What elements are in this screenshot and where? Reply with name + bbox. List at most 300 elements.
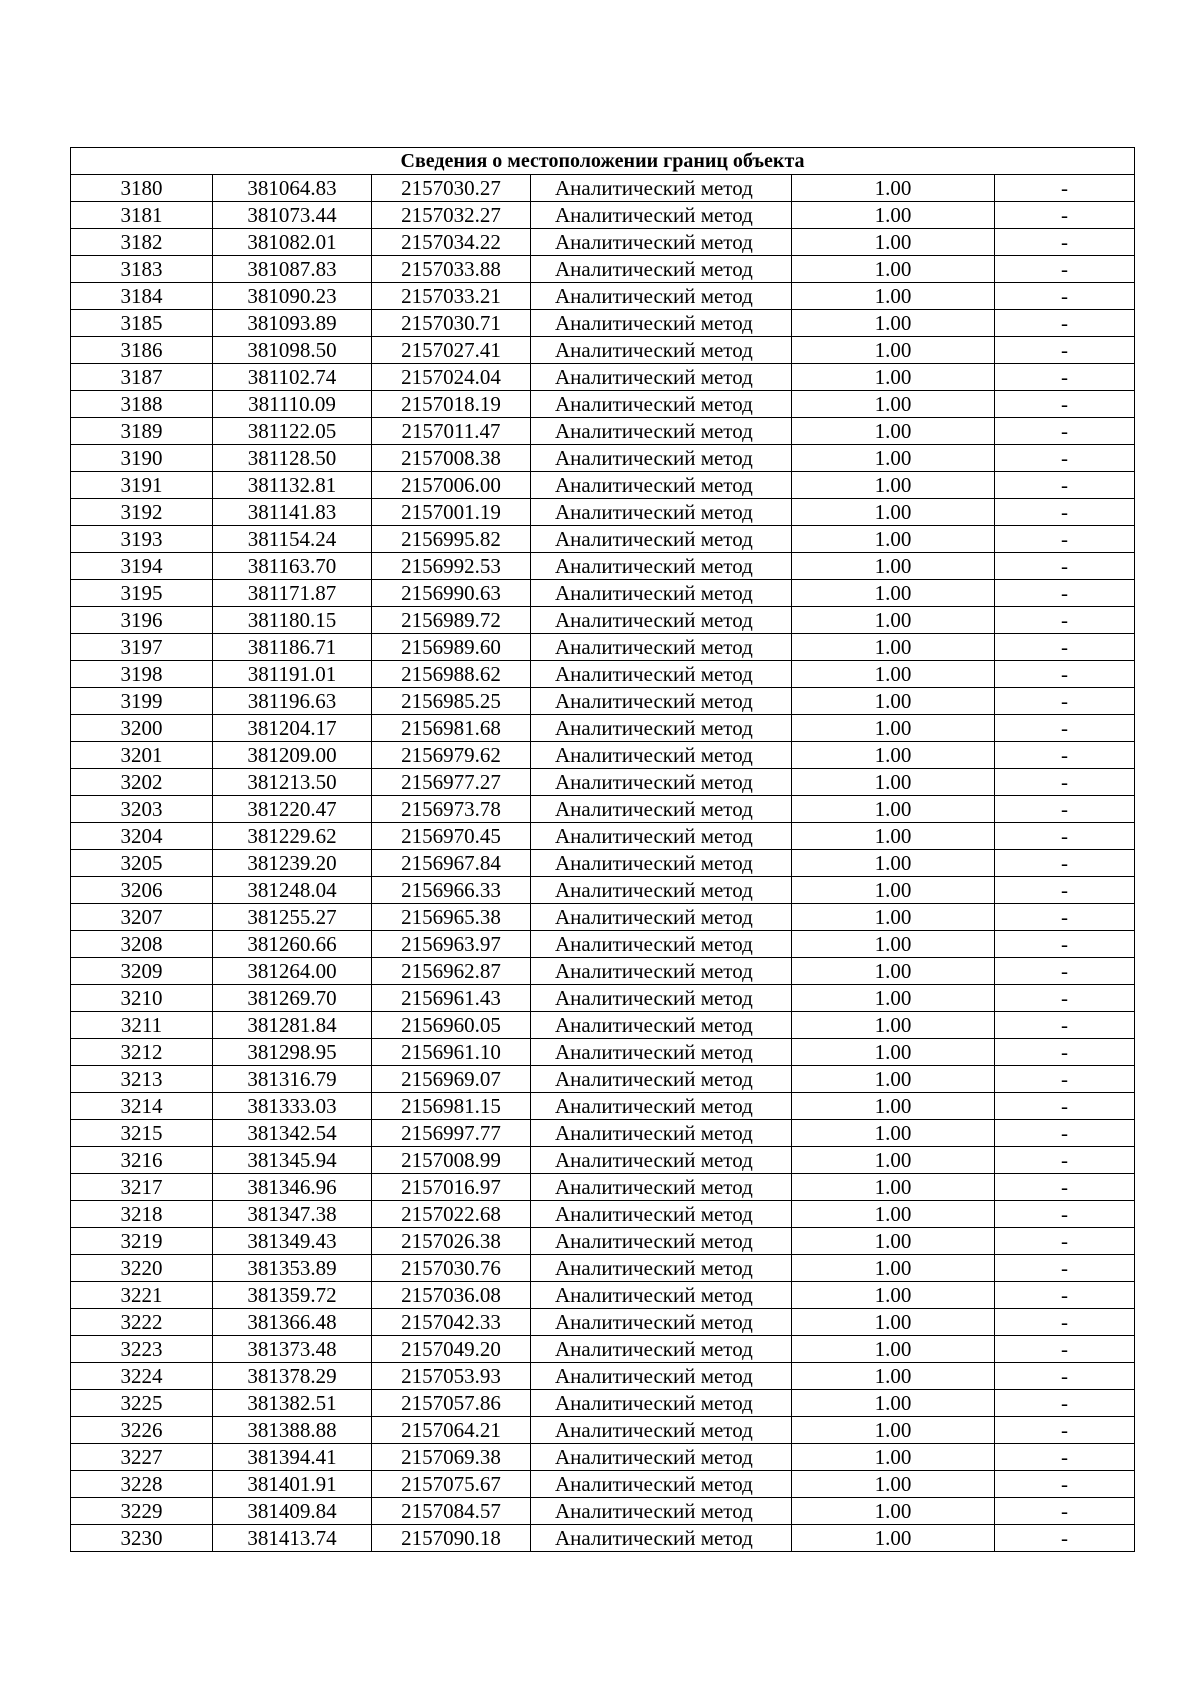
method-cell: Аналитический метод — [531, 1525, 792, 1552]
y-coordinate-cell: 2156988.62 — [372, 661, 531, 688]
table-row — [71, 634, 1135, 661]
method-cell: Аналитический метод — [531, 823, 792, 850]
method-cell: Аналитический метод — [531, 1309, 792, 1336]
y-coordinate-cell: 2157034.22 — [372, 229, 531, 256]
method-cell: Аналитический метод — [531, 904, 792, 931]
y-coordinate-cell: 2156969.07 — [372, 1066, 531, 1093]
y-coordinate-cell: 2157024.04 — [372, 364, 531, 391]
y-coordinate-cell: 2157033.88 — [372, 256, 531, 283]
description-cell: - — [995, 256, 1135, 283]
method-cell: Аналитический метод — [531, 1120, 792, 1147]
y-coordinate-cell: 2156997.77 — [372, 1120, 531, 1147]
point-number-cell: 3185 — [71, 310, 213, 337]
point-number-cell: 3229 — [71, 1498, 213, 1525]
x-coordinate-cell: 381378.29 — [213, 1363, 372, 1390]
description-cell: - — [995, 1039, 1135, 1066]
x-coordinate-cell: 381255.27 — [213, 904, 372, 931]
method-cell: Аналитический метод — [531, 1255, 792, 1282]
table-row — [71, 715, 1135, 742]
table-row — [71, 607, 1135, 634]
accuracy-cell: 1.00 — [792, 553, 995, 580]
y-coordinate-cell: 2156985.25 — [372, 688, 531, 715]
description-cell: - — [995, 1066, 1135, 1093]
x-coordinate-cell: 381413.74 — [213, 1525, 372, 1552]
method-cell: Аналитический метод — [531, 256, 792, 283]
y-coordinate-cell: 2156990.63 — [372, 580, 531, 607]
table-row — [71, 850, 1135, 877]
x-coordinate-cell: 381209.00 — [213, 742, 372, 769]
method-cell: Аналитический метод — [531, 418, 792, 445]
x-coordinate-cell: 381248.04 — [213, 877, 372, 904]
point-number-cell: 3218 — [71, 1201, 213, 1228]
x-coordinate-cell: 381394.41 — [213, 1444, 372, 1471]
accuracy-cell: 1.00 — [792, 607, 995, 634]
point-number-cell: 3189 — [71, 418, 213, 445]
point-number-cell: 3200 — [71, 715, 213, 742]
point-number-cell: 3198 — [71, 661, 213, 688]
x-coordinate-cell: 381073.44 — [213, 202, 372, 229]
description-cell: - — [995, 715, 1135, 742]
description-cell: - — [995, 1336, 1135, 1363]
table-row — [71, 823, 1135, 850]
description-cell: - — [995, 391, 1135, 418]
method-cell: Аналитический метод — [531, 796, 792, 823]
x-coordinate-cell: 381229.62 — [213, 823, 372, 850]
description-cell: - — [995, 823, 1135, 850]
y-coordinate-cell: 2157001.19 — [372, 499, 531, 526]
method-cell: Аналитический метод — [531, 472, 792, 499]
description-cell: - — [995, 364, 1135, 391]
x-coordinate-cell: 381298.95 — [213, 1039, 372, 1066]
accuracy-cell: 1.00 — [792, 1363, 995, 1390]
description-cell: - — [995, 418, 1135, 445]
method-cell: Аналитический метод — [531, 1093, 792, 1120]
x-coordinate-cell: 381345.94 — [213, 1147, 372, 1174]
accuracy-cell: 1.00 — [792, 985, 995, 1012]
table-row — [71, 1282, 1135, 1309]
x-coordinate-cell: 381401.91 — [213, 1471, 372, 1498]
description-cell: - — [995, 1282, 1135, 1309]
point-number-cell: 3190 — [71, 445, 213, 472]
point-number-cell: 3186 — [71, 337, 213, 364]
x-coordinate-cell: 381213.50 — [213, 769, 372, 796]
table-row — [71, 958, 1135, 985]
table-row — [71, 1039, 1135, 1066]
accuracy-cell: 1.00 — [792, 1444, 995, 1471]
method-cell: Аналитический метод — [531, 1363, 792, 1390]
accuracy-cell: 1.00 — [792, 931, 995, 958]
description-cell: - — [995, 1012, 1135, 1039]
accuracy-cell: 1.00 — [792, 175, 995, 202]
table-row — [71, 1336, 1135, 1363]
method-cell: Аналитический метод — [531, 337, 792, 364]
x-coordinate-cell: 381122.05 — [213, 418, 372, 445]
description-cell: - — [995, 1444, 1135, 1471]
x-coordinate-cell: 381366.48 — [213, 1309, 372, 1336]
method-cell: Аналитический метод — [531, 958, 792, 985]
description-cell: - — [995, 1201, 1135, 1228]
method-cell: Аналитический метод — [531, 661, 792, 688]
method-cell: Аналитический метод — [531, 1417, 792, 1444]
y-coordinate-cell: 2156963.97 — [372, 931, 531, 958]
description-cell: - — [995, 283, 1135, 310]
point-number-cell: 3227 — [71, 1444, 213, 1471]
y-coordinate-cell: 2157006.00 — [372, 472, 531, 499]
description-cell: - — [995, 1471, 1135, 1498]
table-row — [71, 418, 1135, 445]
accuracy-cell: 1.00 — [792, 1174, 995, 1201]
accuracy-cell: 1.00 — [792, 796, 995, 823]
method-cell: Аналитический метод — [531, 283, 792, 310]
x-coordinate-cell: 381373.48 — [213, 1336, 372, 1363]
x-coordinate-cell: 381347.38 — [213, 1201, 372, 1228]
method-cell: Аналитический метод — [531, 1444, 792, 1471]
y-coordinate-cell: 2156965.38 — [372, 904, 531, 931]
y-coordinate-cell: 2157042.33 — [372, 1309, 531, 1336]
y-coordinate-cell: 2156995.82 — [372, 526, 531, 553]
description-cell: - — [995, 1498, 1135, 1525]
accuracy-cell: 1.00 — [792, 1336, 995, 1363]
x-coordinate-cell: 381093.89 — [213, 310, 372, 337]
accuracy-cell: 1.00 — [792, 337, 995, 364]
method-cell: Аналитический метод — [531, 1066, 792, 1093]
method-cell: Аналитический метод — [531, 742, 792, 769]
description-cell: - — [995, 1525, 1135, 1552]
method-cell: Аналитический метод — [531, 985, 792, 1012]
y-coordinate-cell: 2157026.38 — [372, 1228, 531, 1255]
table-row — [71, 877, 1135, 904]
accuracy-cell: 1.00 — [792, 715, 995, 742]
table-row — [71, 283, 1135, 310]
description-cell: - — [995, 742, 1135, 769]
accuracy-cell: 1.00 — [792, 1255, 995, 1282]
y-coordinate-cell: 2156967.84 — [372, 850, 531, 877]
x-coordinate-cell: 381171.87 — [213, 580, 372, 607]
table-row — [71, 688, 1135, 715]
method-cell: Аналитический метод — [531, 850, 792, 877]
x-coordinate-cell: 381154.24 — [213, 526, 372, 553]
y-coordinate-cell: 2157084.57 — [372, 1498, 531, 1525]
accuracy-cell: 1.00 — [792, 472, 995, 499]
accuracy-cell: 1.00 — [792, 769, 995, 796]
y-coordinate-cell: 2157049.20 — [372, 1336, 531, 1363]
accuracy-cell: 1.00 — [792, 364, 995, 391]
x-coordinate-cell: 381087.83 — [213, 256, 372, 283]
table-row — [71, 1471, 1135, 1498]
x-coordinate-cell: 381359.72 — [213, 1282, 372, 1309]
accuracy-cell: 1.00 — [792, 1309, 995, 1336]
accuracy-cell: 1.00 — [792, 1201, 995, 1228]
table-row — [71, 1309, 1135, 1336]
y-coordinate-cell: 2157018.19 — [372, 391, 531, 418]
point-number-cell: 3214 — [71, 1093, 213, 1120]
method-cell: Аналитический метод — [531, 688, 792, 715]
point-number-cell: 3199 — [71, 688, 213, 715]
point-number-cell: 3221 — [71, 1282, 213, 1309]
description-cell: - — [995, 661, 1135, 688]
table-row — [71, 661, 1135, 688]
accuracy-cell: 1.00 — [792, 1066, 995, 1093]
table-row — [71, 256, 1135, 283]
y-coordinate-cell: 2157008.99 — [372, 1147, 531, 1174]
table-row — [71, 1444, 1135, 1471]
accuracy-cell: 1.00 — [792, 1147, 995, 1174]
method-cell: Аналитический метод — [531, 499, 792, 526]
point-number-cell: 3193 — [71, 526, 213, 553]
description-cell: - — [995, 796, 1135, 823]
table-row — [71, 472, 1135, 499]
description-cell: - — [995, 337, 1135, 364]
x-coordinate-cell: 381342.54 — [213, 1120, 372, 1147]
accuracy-cell: 1.00 — [792, 823, 995, 850]
description-cell: - — [995, 553, 1135, 580]
table-row — [71, 1363, 1135, 1390]
point-number-cell: 3220 — [71, 1255, 213, 1282]
y-coordinate-cell: 2157032.27 — [372, 202, 531, 229]
y-coordinate-cell: 2156981.15 — [372, 1093, 531, 1120]
x-coordinate-cell: 381346.96 — [213, 1174, 372, 1201]
point-number-cell: 3181 — [71, 202, 213, 229]
table-row — [71, 364, 1135, 391]
point-number-cell: 3225 — [71, 1390, 213, 1417]
x-coordinate-cell: 381281.84 — [213, 1012, 372, 1039]
accuracy-cell: 1.00 — [792, 202, 995, 229]
table-row — [71, 1525, 1135, 1552]
x-coordinate-cell: 381264.00 — [213, 958, 372, 985]
point-number-cell: 3194 — [71, 553, 213, 580]
description-cell: - — [995, 1255, 1135, 1282]
accuracy-cell: 1.00 — [792, 958, 995, 985]
x-coordinate-cell: 381349.43 — [213, 1228, 372, 1255]
x-coordinate-cell: 381239.20 — [213, 850, 372, 877]
point-number-cell: 3226 — [71, 1417, 213, 1444]
table-row — [71, 1255, 1135, 1282]
table-row — [71, 391, 1135, 418]
point-number-cell: 3230 — [71, 1525, 213, 1552]
method-cell: Аналитический метод — [531, 553, 792, 580]
table-row — [71, 931, 1135, 958]
table-row — [71, 742, 1135, 769]
accuracy-cell: 1.00 — [792, 283, 995, 310]
point-number-cell: 3191 — [71, 472, 213, 499]
point-number-cell: 3204 — [71, 823, 213, 850]
x-coordinate-cell: 381409.84 — [213, 1498, 372, 1525]
x-coordinate-cell: 381316.79 — [213, 1066, 372, 1093]
description-cell: - — [995, 1228, 1135, 1255]
accuracy-cell: 1.00 — [792, 1498, 995, 1525]
x-coordinate-cell: 381064.83 — [213, 175, 372, 202]
y-coordinate-cell: 2157030.76 — [372, 1255, 531, 1282]
x-coordinate-cell: 381090.23 — [213, 283, 372, 310]
y-coordinate-cell: 2157053.93 — [372, 1363, 531, 1390]
x-coordinate-cell: 381110.09 — [213, 391, 372, 418]
table-row — [71, 1228, 1135, 1255]
point-number-cell: 3215 — [71, 1120, 213, 1147]
y-coordinate-cell: 2156973.78 — [372, 796, 531, 823]
method-cell: Аналитический метод — [531, 1201, 792, 1228]
y-coordinate-cell: 2157036.08 — [372, 1282, 531, 1309]
y-coordinate-cell: 2157027.41 — [372, 337, 531, 364]
description-cell: - — [995, 1363, 1135, 1390]
method-cell: Аналитический метод — [531, 931, 792, 958]
y-coordinate-cell: 2157022.68 — [372, 1201, 531, 1228]
accuracy-cell: 1.00 — [792, 1093, 995, 1120]
point-number-cell: 3180 — [71, 175, 213, 202]
accuracy-cell: 1.00 — [792, 256, 995, 283]
y-coordinate-cell: 2157064.21 — [372, 1417, 531, 1444]
accuracy-cell: 1.00 — [792, 688, 995, 715]
y-coordinate-cell: 2156981.68 — [372, 715, 531, 742]
table-title-row — [71, 148, 1135, 175]
table-row — [71, 1066, 1135, 1093]
description-cell: - — [995, 769, 1135, 796]
method-cell: Аналитический метод — [531, 580, 792, 607]
description-cell: - — [995, 607, 1135, 634]
accuracy-cell: 1.00 — [792, 1012, 995, 1039]
accuracy-cell: 1.00 — [792, 904, 995, 931]
y-coordinate-cell: 2157016.97 — [372, 1174, 531, 1201]
description-cell: - — [995, 472, 1135, 499]
description-cell: - — [995, 634, 1135, 661]
method-cell: Аналитический метод — [531, 1039, 792, 1066]
y-coordinate-cell: 2156989.72 — [372, 607, 531, 634]
accuracy-cell: 1.00 — [792, 445, 995, 472]
point-number-cell: 3195 — [71, 580, 213, 607]
method-cell: Аналитический метод — [531, 634, 792, 661]
accuracy-cell: 1.00 — [792, 1039, 995, 1066]
y-coordinate-cell: 2157075.67 — [372, 1471, 531, 1498]
y-coordinate-cell: 2156989.60 — [372, 634, 531, 661]
description-cell: - — [995, 499, 1135, 526]
x-coordinate-cell: 381141.83 — [213, 499, 372, 526]
x-coordinate-cell: 381260.66 — [213, 931, 372, 958]
x-coordinate-cell: 381353.89 — [213, 1255, 372, 1282]
x-coordinate-cell: 381191.01 — [213, 661, 372, 688]
point-number-cell: 3213 — [71, 1066, 213, 1093]
y-coordinate-cell: 2157069.38 — [372, 1444, 531, 1471]
point-number-cell: 3197 — [71, 634, 213, 661]
table-row — [71, 1174, 1135, 1201]
table-body — [71, 175, 1135, 1552]
x-coordinate-cell: 381269.70 — [213, 985, 372, 1012]
table-row — [71, 1147, 1135, 1174]
description-cell: - — [995, 1417, 1135, 1444]
method-cell: Аналитический метод — [531, 1282, 792, 1309]
description-cell: - — [995, 526, 1135, 553]
description-cell: - — [995, 1390, 1135, 1417]
y-coordinate-cell: 2156977.27 — [372, 769, 531, 796]
description-cell: - — [995, 445, 1135, 472]
point-number-cell: 3192 — [71, 499, 213, 526]
description-cell: - — [995, 850, 1135, 877]
method-cell: Аналитический метод — [531, 310, 792, 337]
description-cell: - — [995, 904, 1135, 931]
y-coordinate-cell: 2157030.27 — [372, 175, 531, 202]
point-number-cell: 3188 — [71, 391, 213, 418]
table-row — [71, 337, 1135, 364]
y-coordinate-cell: 2156979.62 — [372, 742, 531, 769]
x-coordinate-cell: 381388.88 — [213, 1417, 372, 1444]
method-cell: Аналитический метод — [531, 445, 792, 472]
description-cell: - — [995, 202, 1135, 229]
description-cell: - — [995, 1093, 1135, 1120]
method-cell: Аналитический метод — [531, 715, 792, 742]
description-cell: - — [995, 229, 1135, 256]
method-cell: Аналитический метод — [531, 769, 792, 796]
description-cell: - — [995, 877, 1135, 904]
point-number-cell: 3224 — [71, 1363, 213, 1390]
point-number-cell: 3208 — [71, 931, 213, 958]
y-coordinate-cell: 2157030.71 — [372, 310, 531, 337]
y-coordinate-cell: 2156966.33 — [372, 877, 531, 904]
method-cell: Аналитический метод — [531, 1498, 792, 1525]
description-cell: - — [995, 931, 1135, 958]
x-coordinate-cell: 381163.70 — [213, 553, 372, 580]
description-cell: - — [995, 985, 1135, 1012]
accuracy-cell: 1.00 — [792, 1525, 995, 1552]
description-cell: - — [995, 1174, 1135, 1201]
table-row — [71, 310, 1135, 337]
table-row — [71, 526, 1135, 553]
accuracy-cell: 1.00 — [792, 418, 995, 445]
method-cell: Аналитический метод — [531, 391, 792, 418]
x-coordinate-cell: 381082.01 — [213, 229, 372, 256]
method-cell: Аналитический метод — [531, 1471, 792, 1498]
y-coordinate-cell: 2156992.53 — [372, 553, 531, 580]
accuracy-cell: 1.00 — [792, 391, 995, 418]
table-row — [71, 1012, 1135, 1039]
table-row — [71, 769, 1135, 796]
method-cell: Аналитический метод — [531, 175, 792, 202]
table-row — [71, 553, 1135, 580]
table-row — [71, 1417, 1135, 1444]
table-row — [71, 202, 1135, 229]
x-coordinate-cell: 381333.03 — [213, 1093, 372, 1120]
x-coordinate-cell: 381098.50 — [213, 337, 372, 364]
description-cell: - — [995, 1309, 1135, 1336]
y-coordinate-cell: 2156961.43 — [372, 985, 531, 1012]
method-cell: Аналитический метод — [531, 1174, 792, 1201]
table-row — [71, 796, 1135, 823]
x-coordinate-cell: 381180.15 — [213, 607, 372, 634]
point-number-cell: 3205 — [71, 850, 213, 877]
description-cell: - — [995, 1120, 1135, 1147]
point-number-cell: 3207 — [71, 904, 213, 931]
table-row — [71, 904, 1135, 931]
point-number-cell: 3216 — [71, 1147, 213, 1174]
y-coordinate-cell: 2156962.87 — [372, 958, 531, 985]
boundary-coordinates-table — [70, 147, 1135, 1552]
accuracy-cell: 1.00 — [792, 1282, 995, 1309]
y-coordinate-cell: 2157008.38 — [372, 445, 531, 472]
point-number-cell: 3182 — [71, 229, 213, 256]
method-cell: Аналитический метод — [531, 1012, 792, 1039]
point-number-cell: 3222 — [71, 1309, 213, 1336]
point-number-cell: 3206 — [71, 877, 213, 904]
accuracy-cell: 1.00 — [792, 850, 995, 877]
description-cell: - — [995, 175, 1135, 202]
accuracy-cell: 1.00 — [792, 1120, 995, 1147]
x-coordinate-cell: 381132.81 — [213, 472, 372, 499]
table-row — [71, 1390, 1135, 1417]
description-cell: - — [995, 310, 1135, 337]
accuracy-cell: 1.00 — [792, 742, 995, 769]
method-cell: Аналитический метод — [531, 526, 792, 553]
point-number-cell: 3223 — [71, 1336, 213, 1363]
point-number-cell: 3201 — [71, 742, 213, 769]
point-number-cell: 3183 — [71, 256, 213, 283]
method-cell: Аналитический метод — [531, 1390, 792, 1417]
